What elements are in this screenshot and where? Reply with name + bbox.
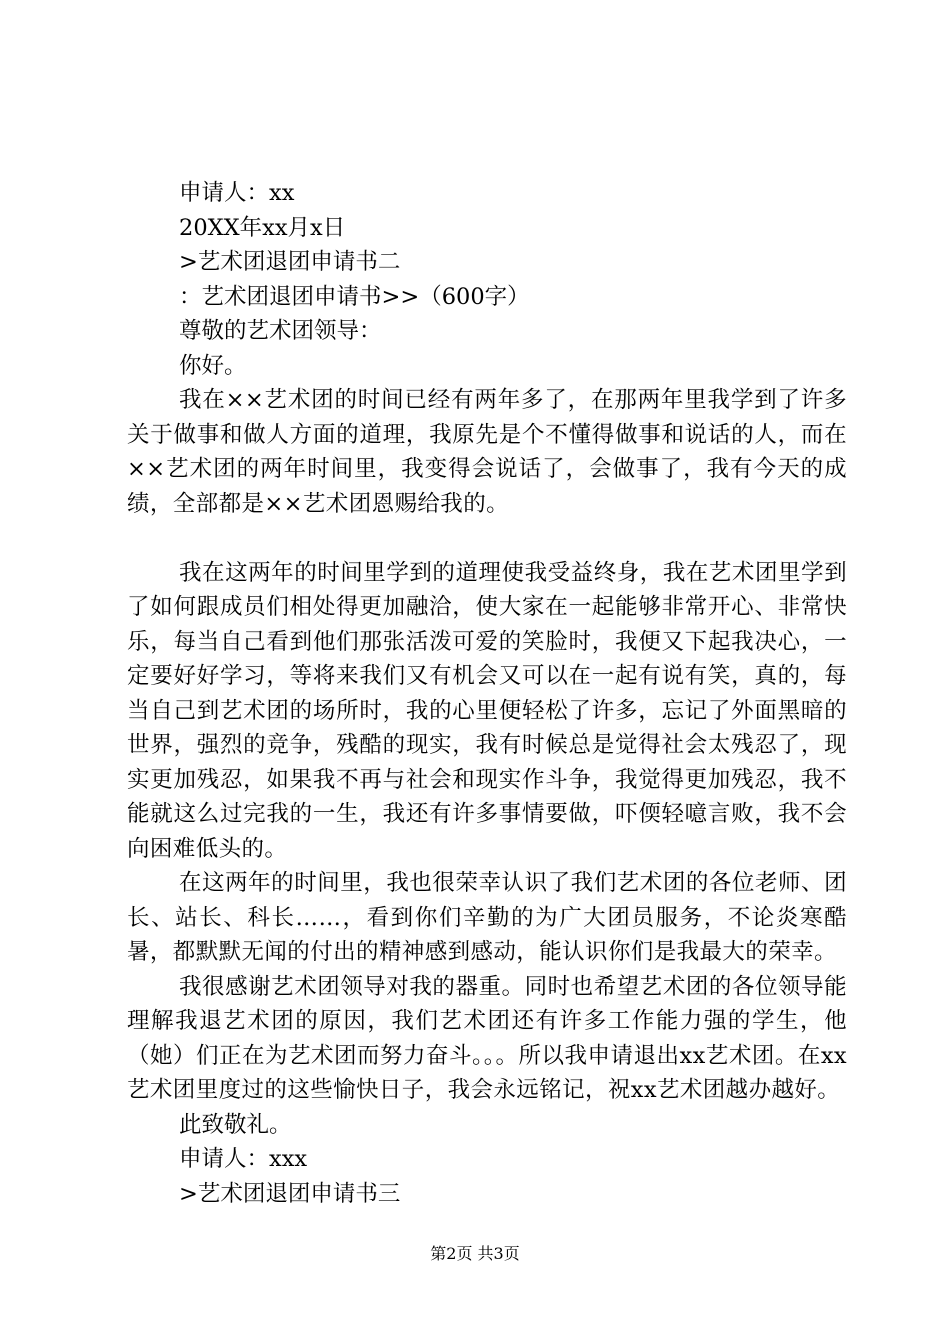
document-body [127,176,847,1211]
section-subheading: ：艺术团退团申请书>>（600字） [179,283,530,310]
body-paragraph: 在这两年的时间里，我也很荣幸认识了我们艺术团的各位老师、团长、站长、科长……，看到你们辛勤的为广大团员服务，不论炎寒酷暑，都默默无闻的付出的精神感到感动，能认识你们是我最大的荣幸。 [127,870,847,965]
paragraph-spacer [127,521,847,556]
body-paragraph: 我在××艺术团的时间已经有两年多了，在那两年里我学到了许多关于做事和做人方面的道理，我原先是个不懂得做事和说话的人，而在××艺术团的两年时间里，我变得会说话了，会做事了，我有今天的成绩，全部都是××艺术团恩赐给我的。 [127,387,847,517]
signature-line: 申请人：xxx [179,1146,308,1172]
applicant-line: 申请人：xx [179,180,295,206]
body-paragraph: 我很感谢艺术团领导对我的器重。同时也希望艺术团的各位领导能理解我退艺术团的原因，我们艺术团还有许多工作能力强的学生，他（她）们正在为艺术团而努力奋斗。。。所以我申请退出xx艺术团。在xx艺术团里度过的这些愉快日子，我会永远铭记，祝xx艺术团越办越好。 [127,973,847,1103]
section-heading: >艺术团退团申请书二 [179,249,401,275]
closing-line: 此致敬礼。 [179,1111,292,1138]
greeting: 你好。 [179,352,247,379]
body-paragraph: 我在这两年的时间里学到的道理使我受益终身，我在艺术团里学到了如何跟成员们相处得更加融洽，使大家在一起能够非常开心、非常快乐，每当自己看到他们那张活泼可爱的笑脸时，我便又下起我决心，一定要好好学习，等将来我们又有机会又可以在一起有说有笑，真的，每当自己到艺术团的场所时，我的心里便轻松了许多，忘记了外面黑暗的世界，强烈的竞争，残酷的现实，我有时候总是觉得社会太残忍了，现实更加残忍，如果我不再与社会和现实作斗争，我觉得更加残忍，我不能就这么过完我的一生，我还有许多事情要做，吓偄轻噫言败，我不会向困难低头的。 [127,559,847,862]
page-number: 第2页 共3页 [430,1244,520,1263]
date-line: 20XX年xx月x日 [179,214,346,241]
next-section-heading: >艺术团退团申请书三 [179,1180,401,1207]
salutation: 尊敬的艺术团领导： [179,318,382,344]
